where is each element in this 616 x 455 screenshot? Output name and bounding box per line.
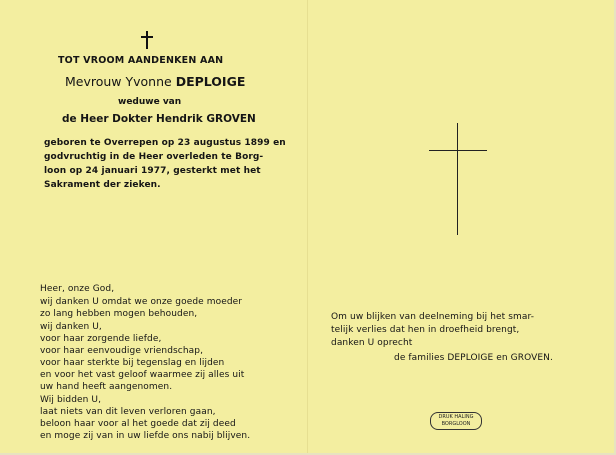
thanks-line: danken U oprecht bbox=[331, 338, 413, 348]
bio-line: geboren te Overrepen op 23 augustus 1899 en bbox=[44, 138, 286, 148]
name-prefix: Mevrouw Yvonne bbox=[65, 74, 176, 89]
families-prefix: de families bbox=[394, 353, 448, 363]
printer-stamp-line1: DRUK HALING bbox=[438, 414, 474, 420]
husband-name bbox=[62, 113, 256, 125]
prayer-line: Wij bidden U, bbox=[40, 395, 102, 405]
prayer-line: en moge zij van in uw liefde ons nabij blijven. bbox=[40, 431, 251, 441]
family-deploige: DEPLOIGE bbox=[447, 353, 494, 363]
prayer-line: voor haar sterkte bij tegenslag en lijden bbox=[40, 358, 225, 368]
bio-line: Sakrament der zieken. bbox=[44, 180, 161, 190]
family-groven: GROVEN. bbox=[510, 353, 553, 363]
prayer-line: voor haar eenvoudige vriendschap, bbox=[40, 346, 204, 356]
prayer-line: uw hand heeft aangenomen. bbox=[40, 382, 173, 392]
name-surname: DEPLOIGE bbox=[175, 74, 246, 89]
printer-stamp bbox=[430, 412, 482, 430]
prayer-line: voor haar zorgende liefde, bbox=[40, 334, 162, 344]
relation-text: weduwe van bbox=[118, 97, 182, 107]
prayer-line: wij danken U omdat we onze goede moeder bbox=[40, 297, 243, 307]
thanks-line: telijk verlies dat hen in droefheid brengt, bbox=[331, 325, 520, 335]
husband-surname: GROVEN bbox=[206, 113, 256, 125]
large-cross-icon bbox=[429, 123, 487, 235]
husband-prefix: de Heer Dokter Hendrik bbox=[62, 113, 207, 125]
prayer-line: beloon haar voor al het goede dat zij deed bbox=[40, 419, 236, 429]
header-text: TOT VROOM AANDENKEN AAN bbox=[58, 55, 224, 66]
prayer-line: Heer, onze God, bbox=[40, 284, 115, 294]
bio-line: godvruchtig in de Heer overleden te Borg- bbox=[44, 152, 264, 162]
thanks-line: Om uw blijken van deelneming bij het smar- bbox=[331, 312, 535, 322]
bio-line: loon op 24 januari 1977, gesterkt met het bbox=[44, 166, 261, 176]
prayer-line: laat niets van dit leven verloren gaan, bbox=[40, 407, 216, 417]
families-line bbox=[394, 353, 553, 363]
small-cross-icon bbox=[140, 31, 154, 49]
prayer-line: zo lang hebben mogen behouden, bbox=[40, 309, 198, 319]
families-join: en bbox=[493, 353, 511, 363]
prayer-line: en voor het vast geloof waarmee zij alles uit bbox=[40, 370, 245, 380]
card-fold bbox=[307, 0, 308, 453]
deceased-name bbox=[65, 74, 245, 89]
prayer-line: wij danken U, bbox=[40, 322, 102, 332]
printer-stamp-line2: BORGLOON bbox=[441, 421, 471, 427]
